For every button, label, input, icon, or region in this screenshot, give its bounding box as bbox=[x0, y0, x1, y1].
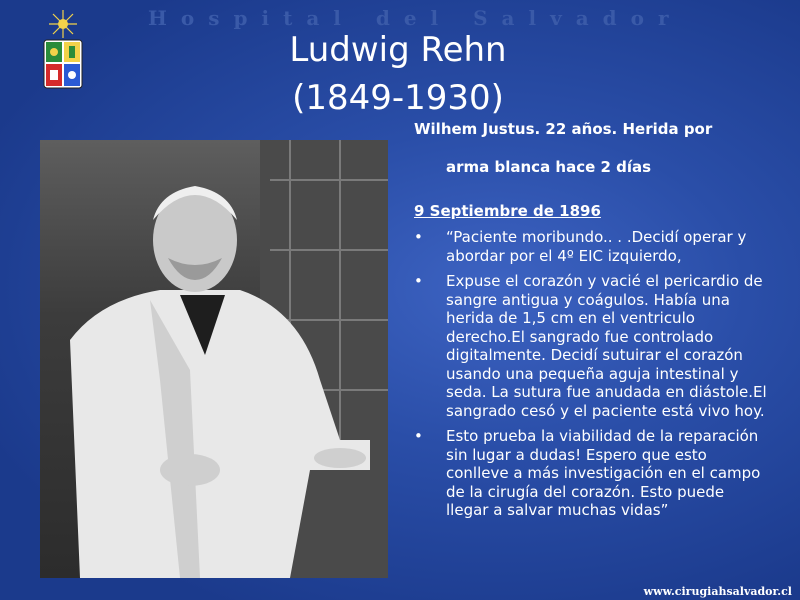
title-years: (1849-1930) bbox=[292, 78, 504, 118]
institution-name: Hospital del Salvador bbox=[148, 6, 683, 30]
bullet-icon: • bbox=[414, 272, 423, 290]
list-item-text: “Paciente moribundo.. . .Decidí operar y abordar por el 4º EIC izquierdo, bbox=[446, 228, 747, 265]
bullet-icon: • bbox=[414, 228, 423, 246]
website-watermark: www.cirugiahsalvador.cl bbox=[643, 585, 792, 598]
patient-line-2: arma blanca hace 2 días bbox=[446, 158, 652, 176]
list-item bbox=[414, 228, 768, 265]
list-item-text: Esto prueba la viabilidad de la reparación sin lugar a dudas! Espero que esto conlleve a más investigación en el campo de la cirugía del corazón. Esto puede llegar a salvar muchas vidas” bbox=[446, 427, 761, 519]
list-item bbox=[414, 427, 768, 520]
list-item-text: Expuse el corazón y vacié el pericardio de sangre antigua y coágulos. Había una herida de 1,5 cm en el ventriculo derecho.El sangrado fue controlado digitalmente. Decidí sutuirar el corazón usando una pequeña aguja intestinal y seda. La sutura fue anudada en diástole.El sangrado cesó y el paciente está vivo hoy. bbox=[446, 272, 767, 420]
list-item bbox=[414, 272, 768, 420]
event-date: 9 Septiembre de 1896 bbox=[414, 202, 601, 220]
slide-title bbox=[268, 26, 528, 122]
bullet-icon: • bbox=[414, 427, 423, 445]
quote-list bbox=[414, 228, 768, 527]
university-crest-icon bbox=[40, 8, 86, 90]
title-name: Ludwig Rehn bbox=[289, 30, 507, 70]
patient-line-1: Wilhem Justus. 22 años. Herida por bbox=[414, 120, 713, 138]
